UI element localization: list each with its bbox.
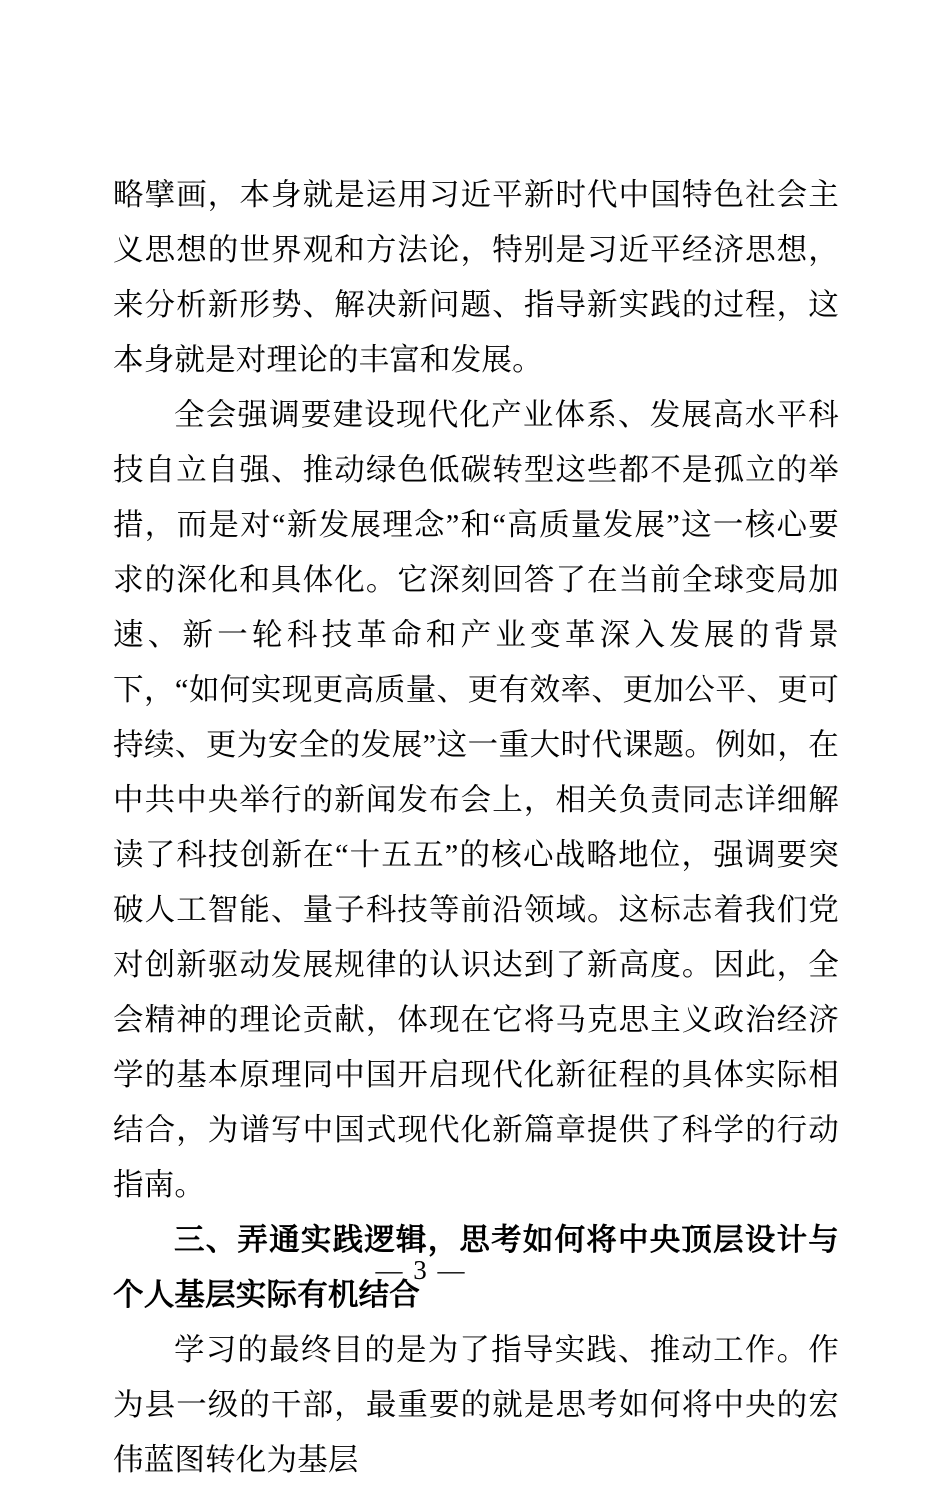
- page-number: — 3 —: [375, 1255, 467, 1285]
- body-paragraph: 学习的最终目的是为了指导实践、推动工作。作为县一级的干部，最重要的就是思考如何将中央的宏伟蓝图转化为基层: [113, 1333, 839, 1477]
- body-paragraph: 略擘画，本身就是运用习近平新时代中国特色社会主义思想的世界观和方法论，特别是习近平经济思想，来分析新形势、解决新问题、指导新实践的过程，这本身就是对理论的丰富和发展。: [113, 178, 839, 377]
- page-footer: [0, 1255, 950, 1286]
- body-paragraph: 全会强调要建设现代化产业体系、发展高水平科技自立自强、推动绿色低碳转型这些都不是孤立的举措，而是对“新发展理念”和“高质量发展”这一核心要求的深化和具体化。它深刻回答了在当前全球变局加速、新一轮科技革命和产业变革深入发展的背景下，“如何实现更高质量、更有效率、更加公平、更可持续、更为安全的发展”这一重大时代课题。例如，在中共中央举行的新闻发布会上，相关负责同志详细解读了科技创新在“十五五”的核心战略地位，强调要突破人工智能、量子科技等前沿领域。这标志着我们党对创新驱动发展规律的认识达到了新高度。因此，全会精神的理论贡献，体现在它将马克思主义政治经济学的基本原理同中国开启现代化新征程的具体实际相结合，为谱写中国式现代化新篇章提供了科学的行动指南。: [113, 398, 839, 1202]
- document-body: [113, 168, 839, 1488]
- section-heading: 三、弄通实践逻辑，思考如何将中央顶层设计与个人基层实际有机结合: [113, 1223, 839, 1312]
